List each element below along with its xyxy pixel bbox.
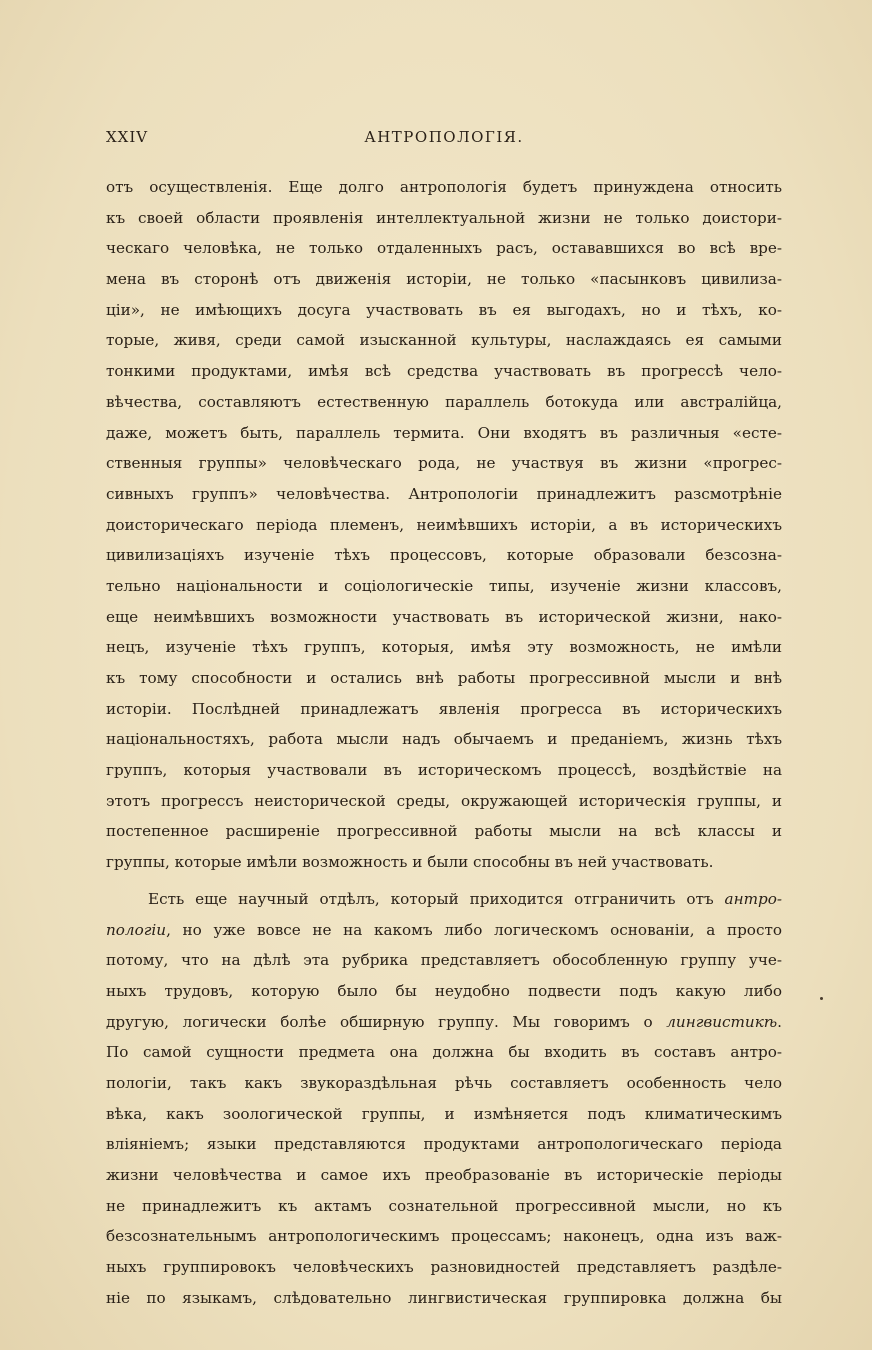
text-line: постепенное расширеніе прогрессивной работы мысли на всѣ классы и xyxy=(106,822,782,841)
text-line: даже, можетъ быть, параллель термита. Они входятъ въ различныя «есте- xyxy=(106,423,782,442)
text-line: цивилизаціяхъ изученіе тѣхъ процессовъ, которые образовали безсозна- xyxy=(106,546,782,565)
text-line: ческаго человѣка, не только отдаленныхъ расъ, остававшихся во всѣ вре- xyxy=(106,239,782,258)
page-header xyxy=(106,128,782,154)
text-line: къ тому способности и остались внѣ работы прогрессивной мысли и внѣ xyxy=(106,669,782,687)
running-title: АНТРОПОЛОГІЯ. xyxy=(364,128,524,146)
paragraph-2 xyxy=(106,884,782,1314)
text-line: мена въ сторонѣ отъ движенія исторіи, не только «пасынковъ цивилиза- xyxy=(106,270,782,289)
italic-term: антро- xyxy=(724,889,782,908)
text-line: ніе по языкамъ, слѣдовательно лингвистическая группировка должна бы xyxy=(106,1288,782,1307)
text-line: группы, которые имѣли возможность и были способны въ ней участвовать. xyxy=(106,853,714,872)
text-line xyxy=(106,884,782,915)
text-line: ственныя группы» человѣческаго рода, не участвуя въ жизни «прогрес- xyxy=(106,454,782,473)
text-line: отъ осуществленія. Еще долго антропологія будетъ принуждена относить xyxy=(106,178,782,196)
text-line: тонкими продуктами, имѣя всѣ средства участвовать въ прогрессѣ чело- xyxy=(106,362,782,381)
text-segment: другую, логически болѣе обширную группу. Мы говоримъ о xyxy=(106,1012,667,1031)
text-line: торые, живя, среди самой изысканной культуры, наслаждаясь ея самыми xyxy=(106,331,782,350)
text-line: группъ, которыя участвовали въ историческомъ процессѣ, воздѣйствіе на xyxy=(106,761,782,780)
text-line: безсознательнымъ антропологическимъ процессамъ; наконецъ, одна изъ важ- xyxy=(106,1227,782,1246)
text-line: исторіи. Послѣдней принадлежатъ явленія прогресса въ историческихъ xyxy=(106,699,782,718)
page-number: XXIV xyxy=(106,128,149,146)
stray-ink-mark xyxy=(820,997,823,1000)
text-line: этотъ прогрессъ неисторической среды, окружающей историческія группы, и xyxy=(106,791,782,810)
text-line: вѣка, какъ зоологической группы, и измѣняется подъ климатическимъ xyxy=(106,1104,782,1123)
text-line: не принадлежитъ къ актамъ сознательной прогрессивной мысли, но къ xyxy=(106,1196,782,1215)
text-segment: . xyxy=(777,1012,782,1031)
body-text xyxy=(106,172,782,1313)
text-line: доисторическаго періода племенъ, неимѣвшихъ исторіи, а въ историческихъ xyxy=(106,515,782,534)
text-line: ціи», не имѣющихъ досуга участвовать въ ея выгодахъ, но и тѣхъ, ко- xyxy=(106,300,782,319)
text-line: ныхъ группировокъ человѣческихъ разновидностей представляетъ раздѣле- xyxy=(106,1258,782,1277)
text-line: національностяхъ, работа мысли надъ обычаемъ и преданіемъ, жизнь тѣхъ xyxy=(106,730,782,749)
text-line xyxy=(106,915,782,946)
text-line: вѣчества, составляютъ естественную параллель ботокуда или австралійца, xyxy=(106,392,782,411)
text-line: нецъ, изученіе тѣхъ группъ, которыя, имѣя эту возможность, не имѣли xyxy=(106,638,782,657)
text-line xyxy=(106,1007,782,1038)
paragraph-1 xyxy=(106,172,782,878)
text-segment: , но уже вовсе не на какомъ либо логическомъ основаніи, а просто xyxy=(166,920,782,939)
text-line: жизни человѣчества и самое ихъ преобразованіе въ историческіе періоды xyxy=(106,1166,782,1184)
text-line: тельно національности и соціологическіе типы, изученіе жизни классовъ, xyxy=(106,576,782,595)
text-line: пологіи, такъ какъ звукораздѣльная рѣчь составляетъ особенность чело xyxy=(106,1073,782,1092)
text-line: По самой сущности предмета она должна бы входить въ составъ антро- xyxy=(106,1043,782,1062)
text-line: къ своей области проявленія интеллектуальной жизни не только доистори- xyxy=(106,208,782,227)
italic-term: лингвистикѣ xyxy=(666,1012,778,1031)
text-line: еще неимѣвшихъ возможности участвовать въ исторической жизни, нако- xyxy=(106,607,782,626)
text-segment: Есть еще научный отдѣлъ, который приходится отграничить отъ xyxy=(148,889,725,908)
text-line: сивныхъ группъ» человѣчества. Антропологіи принадлежитъ разсмотрѣніе xyxy=(106,484,782,503)
italic-term: пологіи xyxy=(106,920,167,939)
text-line: потому, что на дѣлѣ эта рубрика представляетъ обособленную группу уче- xyxy=(106,951,782,970)
text-line: ныхъ трудовъ, которую было бы неудобно подвести подъ какую либо xyxy=(106,981,782,1000)
text-line: вліяніемъ; языки представляются продуктами антропологическаго періода xyxy=(106,1135,782,1154)
